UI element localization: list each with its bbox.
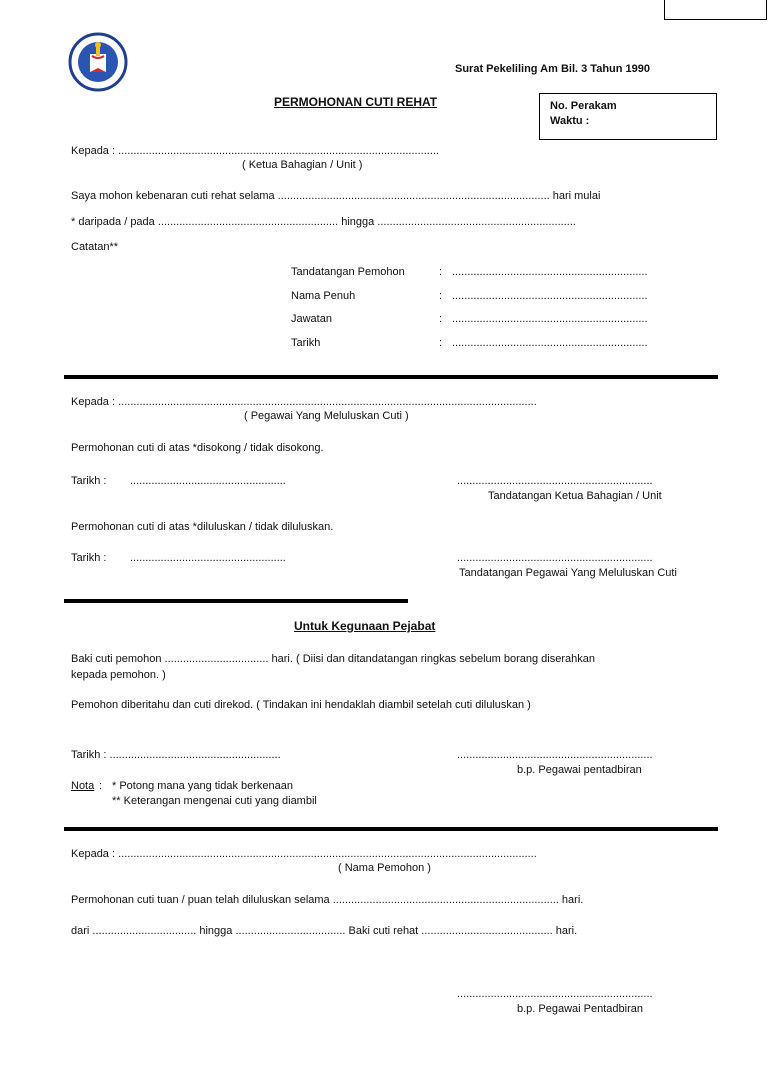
sign-field-colon: : — [439, 266, 443, 278]
kepada-applicant: Kepada : ......................................................................................................................................... — [71, 848, 537, 860]
officer-signature-label: Tandatangan Pegawai Yang Meluluskan Cuti — [459, 567, 677, 579]
circular-reference: Surat Pekeliling Am Bil. 3 Tahun 1990 — [455, 63, 651, 75]
agency-crest-icon — [68, 32, 128, 92]
nota-label: Nota — [71, 780, 95, 792]
kepada-role-applicant: ( Nama Pemohon ) — [338, 862, 431, 874]
head-signature-label: Tandatangan Ketua Bahagian / Unit — [488, 490, 662, 502]
nota-item-2: ** Keterangan mengenai cuti yang diambil — [112, 795, 317, 807]
record-box — [539, 93, 717, 140]
leave-request-line: Saya mohon kebenaran cuti rehat selama ......................................................................................... hari mulai — [71, 190, 601, 202]
record-time-label: Waktu : — [550, 115, 590, 127]
sign-field-colon: : — [439, 313, 443, 325]
sign-field-label: Tarikh — [291, 337, 321, 349]
section-divider — [64, 827, 718, 831]
catatan-label: Catatan** — [71, 241, 119, 253]
leave-dates-line: * daripada / pada ........................................................... hingga ................................................................. — [71, 216, 576, 228]
sign-field-dots: ................................................................ — [452, 290, 648, 302]
date-label: Tarikh : — [71, 475, 107, 487]
section-divider — [64, 599, 408, 603]
approval-duration-line: Permohonan cuti tuan / puan telah diluluskan selama .......................................................................... hari. — [71, 894, 584, 906]
date-dots: ................................................... — [130, 475, 286, 487]
sign-field-label: Tandatangan Pemohon — [291, 266, 405, 278]
kepada-role-head: ( Ketua Bahagian / Unit ) — [242, 159, 363, 171]
supported-statement: Permohonan cuti di atas *disokong / tidak disokong. — [71, 442, 324, 454]
kepada-approving-officer: Kepada : ......................................................................................................................................... — [71, 396, 537, 408]
sign-field-dots: ................................................................ — [452, 266, 648, 278]
admin-signature-label: b.p. Pegawai pentadbiran — [517, 764, 642, 776]
sign-field-dots: ................................................................ — [452, 337, 648, 349]
kepada-head-of-division: Kepada : ......................................................................................................... — [71, 145, 439, 157]
signature-dots: ................................................................ — [457, 475, 653, 487]
office-use-title: Untuk Kegunaan Pejabat — [294, 619, 436, 633]
sign-field-dots: ................................................................ — [452, 313, 648, 325]
leave-balance-line-2: kepada pemohon. ) — [71, 669, 166, 681]
top-corner-box — [664, 0, 767, 20]
section-divider — [64, 375, 718, 379]
leave-balance-line: Baki cuti pemohon .................................. hari. ( Diisi dan ditandatangan ringkas sebelum borang diserahkan — [71, 653, 595, 665]
signature-dots: ................................................................ — [457, 988, 653, 1000]
date-line: Tarikh : ........................................................ — [71, 749, 281, 761]
sign-field-label: Jawatan — [291, 313, 332, 325]
date-label: Tarikh : — [71, 552, 107, 564]
date-dots: ................................................... — [130, 552, 286, 564]
sign-field-colon: : — [439, 337, 443, 349]
sign-field-label: Nama Penuh — [291, 290, 356, 302]
record-number-label: No. Perakam — [550, 100, 617, 112]
notified-statement: Pemohon diberitahu dan cuti direkod. ( Tindakan ini hendaklah diambil setelah cuti diluluskan ) — [71, 699, 531, 711]
approved-statement: Permohonan cuti di atas *diluluskan / tidak diluluskan. — [71, 521, 334, 533]
sign-field-colon: : — [439, 290, 443, 302]
nota-item-1: * Potong mana yang tidak berkenaan — [112, 780, 294, 792]
page-title: PERMOHONAN CUTI REHAT — [274, 95, 438, 109]
admin-signature-label: b.p. Pegawai Pentadbiran — [517, 1003, 643, 1015]
approval-dates-line: dari .................................. hingga .................................... Baki cuti rehat ........................................... hari. — [71, 925, 578, 937]
signature-dots: ................................................................ — [457, 749, 653, 761]
kepada-role-officer: ( Pegawai Yang Meluluskan Cuti ) — [244, 410, 409, 422]
nota-colon: : — [99, 780, 103, 792]
signature-dots: ................................................................ — [457, 552, 653, 564]
